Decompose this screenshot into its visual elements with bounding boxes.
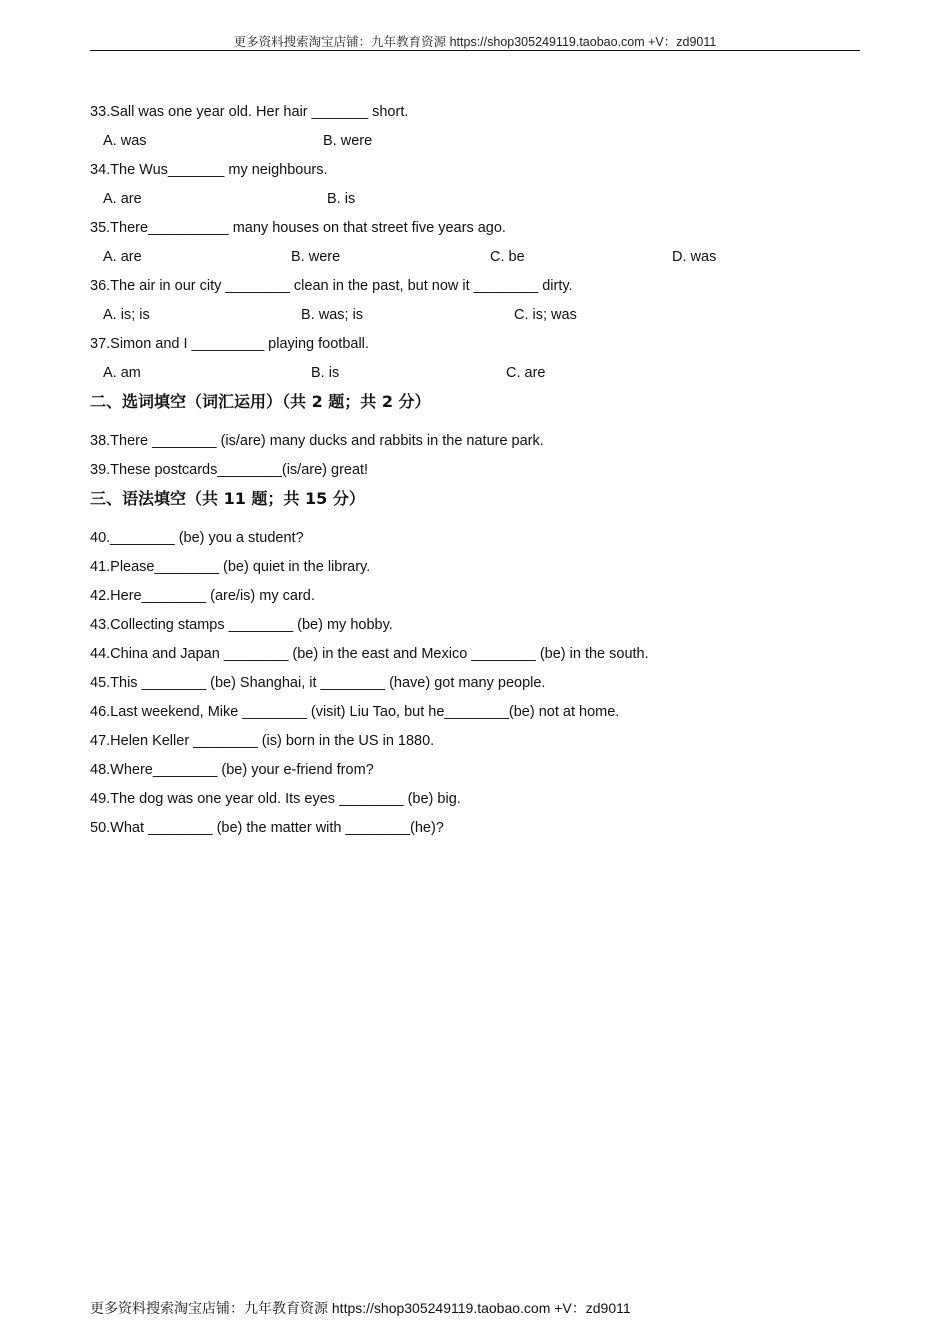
option-36-b: B. was; is [301, 307, 364, 323]
question-49: 49.The dog was one year old. Its eyes ________ (be) big. [90, 791, 461, 807]
option-34-a: A. are [103, 191, 142, 207]
question-47: 47.Helen Keller ________ (is) born in the US in 1880. [90, 733, 435, 749]
page-header: 更多资料搜索淘宝店铺：九年教育资源 https://shop305249119.taobao.com +V：zd9011 [233, 35, 717, 49]
header-divider [90, 50, 860, 51]
question-36: 36.The air in our city ________ clean in the past, but now it ________ dirty. [90, 278, 573, 294]
option-35-a: A. are [103, 249, 142, 265]
option-37-c: C. are [506, 365, 546, 381]
question-50: 50.What ________ (be) the matter with ________(he)? [90, 820, 444, 836]
option-36-a: A. is; is [103, 307, 150, 323]
question-38: 38.There ________ (is/are) many ducks and rabbits in the nature park. [90, 433, 544, 449]
question-45: 45.This ________ (be) Shanghai, it ________ (have) got many people. [90, 675, 546, 691]
option-37-a: A. am [103, 365, 141, 381]
question-39: 39.These postcards________(is/are) great! [90, 462, 369, 478]
question-46: 46.Last weekend, Mike ________ (visit) Liu Tao, but he________(be) not at home. [90, 704, 620, 720]
option-35-c: C. be [490, 249, 525, 265]
option-35-d: D. was [672, 249, 717, 265]
question-44: 44.China and Japan ________ (be) in the east and Mexico ________ (be) in the south. [90, 646, 649, 662]
option-34-b: B. is [327, 191, 356, 207]
option-36-c: C. is; was [514, 307, 577, 323]
question-37: 37.Simon and I _________ playing football. [90, 336, 369, 352]
question-33: 33.Sall was one year old. Her hair _______ short. [90, 104, 409, 120]
page-footer: 更多资料搜索淘宝店铺：九年教育资源 https://shop305249119.taobao.com +V：zd9011 [90, 1300, 631, 1316]
section-2-title: 二、选词填空（词汇运用）（共 2 题；共 2 分） [90, 392, 431, 411]
question-43: 43.Collecting stamps ________ (be) my hobby. [90, 617, 393, 633]
option-37-b: B. is [311, 365, 340, 381]
question-35: 35.There__________ many houses on that street five years ago. [90, 220, 506, 236]
option-33-a: A. was [103, 133, 147, 149]
question-34: 34.The Wus_______ my neighbours. [90, 162, 328, 178]
question-41: 41.Please________ (be) quiet in the library. [90, 559, 371, 575]
question-48: 48.Where________ (be) your e-friend from? [90, 762, 374, 778]
option-33-b: B. were [323, 133, 373, 149]
section-3-title: 三、语法填空（共 11 题；共 15 分） [90, 489, 365, 508]
question-42: 42.Here________ (are/is) my card. [90, 588, 315, 604]
question-40: 40.________ (be) you a student? [90, 530, 304, 546]
option-35-b: B. were [291, 249, 341, 265]
